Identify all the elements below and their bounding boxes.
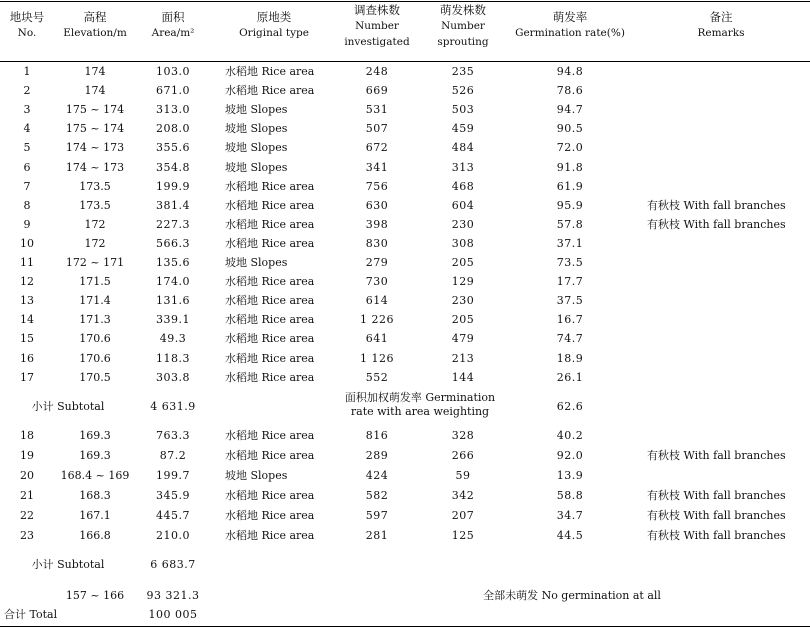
original-type-value: 水稻地 Rice area: [225, 65, 315, 78]
area-value: 445.7: [156, 509, 190, 522]
remark-value: 有秋枝 With fall branches: [647, 449, 786, 462]
plot-number: 1: [23, 65, 31, 78]
original-type-value: 水稻地 Rice area: [225, 294, 315, 308]
plot-number: 11: [20, 256, 34, 269]
original-type-value: 水稻地 Rice area: [225, 529, 315, 542]
plot-number: 13: [20, 294, 34, 308]
weighted-rate-label: 面积加权萌发率 Germination rate with area weighting: [344, 391, 496, 418]
germination-rate-value: 44.5: [556, 529, 584, 542]
elevation-value: 175 ~ 174: [65, 103, 125, 117]
investigated-value: 816: [365, 429, 389, 442]
germination-rate-value: 94.7: [556, 103, 584, 117]
total-area: 100 005: [148, 608, 198, 621]
area-value: 210.0: [156, 529, 190, 542]
plot-number: 3: [23, 103, 31, 117]
investigated-value: 730: [365, 275, 389, 289]
investigated-value: 424: [365, 469, 389, 482]
original-type-value: 坡地 Slopes: [225, 103, 288, 117]
area-value: 566.3: [156, 236, 190, 250]
sprouting-value: 604: [451, 198, 475, 212]
germination-rate-value: 16.7: [556, 313, 584, 327]
remark-value: 有秋枝 With fall branches: [647, 217, 786, 231]
area-value: 208.0: [156, 122, 190, 136]
investigated-value: 341: [365, 160, 389, 174]
elevation-value: 174: [84, 65, 106, 78]
elevation-value: 167.1: [79, 509, 111, 522]
sprouting-value: 205: [451, 256, 475, 269]
subtotal-2-area: 6 683.7: [150, 558, 196, 571]
plot-number: 9: [23, 217, 31, 231]
subtotal-1-rate: 62.6: [556, 400, 584, 413]
area-value: 103.0: [156, 65, 190, 78]
original-type-value: 水稻地 Rice area: [225, 179, 315, 193]
investigated-value: 1 126: [360, 351, 394, 365]
sprouting-value: 129: [451, 275, 475, 289]
area-value: 313.0: [156, 103, 190, 117]
germination-rate-value: 57.8: [556, 217, 584, 231]
original-type-value: 水稻地 Rice area: [225, 449, 315, 462]
area-value: 135.6: [156, 256, 190, 269]
area-value: 339.1: [156, 313, 190, 327]
original-type-value: 水稻地 Rice area: [225, 370, 315, 384]
plot-number: 20: [20, 469, 34, 482]
investigated-value: 641: [365, 332, 389, 346]
sprouting-value: 484: [451, 141, 475, 155]
sprouting-value: 230: [451, 217, 475, 231]
original-type-value: 水稻地 Rice area: [225, 313, 315, 327]
plot-number: 14: [20, 313, 34, 327]
plot-number: 18: [20, 429, 34, 442]
sprouting-value: 313: [451, 160, 475, 174]
plot-number: 19: [20, 449, 34, 462]
elevation-value: 173.5: [79, 198, 111, 212]
elevation-value: 175 ~ 174: [65, 122, 125, 136]
header-sprouting: 萌发株数 Number sprouting: [437, 3, 489, 48]
elevation-value: 174 ~ 173: [65, 141, 125, 155]
area-value: 354.8: [156, 160, 190, 174]
sprouting-value: 503: [451, 103, 475, 117]
plot-number: 10: [20, 236, 34, 250]
elevation-value: 168.3: [79, 489, 111, 502]
sprouting-value: 266: [451, 449, 475, 462]
investigated-value: 630: [365, 198, 389, 212]
investigated-value: 552: [365, 370, 389, 384]
sprouting-value: 526: [451, 84, 475, 98]
sprouting-value: 230: [451, 294, 475, 308]
original-type-value: 水稻地 Rice area: [225, 198, 315, 212]
area-value: 49.3: [159, 332, 187, 346]
total-label: 合计 Total: [4, 608, 58, 621]
germination-rate-value: 94.8: [556, 65, 584, 78]
elevation-value: 171.5: [79, 275, 111, 289]
sprouting-value: 144: [451, 370, 475, 384]
header-plot: 地块号 No.: [9, 10, 45, 39]
area-value: 303.8: [156, 370, 190, 384]
germination-rate-value: 92.0: [556, 449, 584, 462]
sprouting-value: 207: [451, 509, 475, 522]
header-rule: [0, 61, 810, 62]
original-type-value: 坡地 Slopes: [225, 122, 288, 136]
investigated-value: 830: [365, 236, 389, 250]
area-value: 227.3: [156, 217, 190, 231]
original-type-value: 坡地 Slopes: [225, 256, 288, 269]
germination-rate-value: 18.9: [556, 351, 584, 365]
plot-number: 21: [20, 489, 34, 502]
original-type-value: 水稻地 Rice area: [225, 84, 315, 98]
area-value: 199.9: [156, 179, 190, 193]
area-value: 174.0: [156, 275, 190, 289]
area-value: 671.0: [156, 84, 190, 98]
subtotal-1-area: 4 631.9: [150, 400, 196, 413]
plot-number: 5: [23, 141, 31, 155]
elevation-value: 173.5: [79, 179, 111, 193]
original-type-value: 坡地 Slopes: [225, 160, 288, 174]
investigated-value: 248: [365, 65, 389, 78]
investigated-value: 289: [365, 449, 389, 462]
investigated-value: 281: [365, 529, 389, 542]
plot-number: 4: [23, 122, 31, 136]
elevation-value: 169.3: [79, 429, 111, 442]
germination-rate-value: 13.9: [556, 469, 584, 482]
header-remarks: 备注 Remarks: [697, 10, 745, 39]
area-value: 199.7: [156, 469, 190, 482]
germination-rate-value: 91.8: [556, 160, 584, 174]
header-germination-rate: 萌发率 Germination rate(%): [515, 10, 625, 39]
germination-rate-value: 74.7: [556, 332, 584, 346]
original-type-value: 水稻地 Rice area: [225, 351, 315, 365]
germination-rate-value: 40.2: [556, 429, 584, 442]
elevation-value: 174: [84, 84, 106, 98]
area-value: 118.3: [156, 351, 190, 365]
header-elevation: 高程 Elevation/m: [63, 10, 127, 39]
investigated-value: 279: [365, 256, 389, 269]
remark-value: 有秋枝 With fall branches: [647, 509, 786, 522]
subtotal-1-label: 小计 Subtotal: [31, 400, 105, 413]
sprouting-value: 342: [451, 489, 475, 502]
plot-number: 22: [20, 509, 34, 522]
investigated-value: 672: [365, 141, 389, 155]
plot-number: 8: [23, 198, 31, 212]
germination-rate-value: 17.7: [556, 275, 584, 289]
elevation-value: 172 ~ 171: [65, 256, 125, 269]
range-row-elevation: 157 ~ 166: [65, 589, 125, 602]
sprouting-value: 468: [451, 179, 475, 193]
original-type-value: 水稻地 Rice area: [225, 217, 315, 231]
sprouting-value: 205: [451, 313, 475, 327]
area-value: 87.2: [159, 449, 187, 462]
germination-rate-value: 61.9: [556, 179, 584, 193]
plot-number: 12: [20, 275, 34, 289]
plot-number: 16: [20, 351, 34, 365]
sprouting-value: 235: [451, 65, 475, 78]
original-type-value: 水稻地 Rice area: [225, 275, 315, 289]
elevation-value: 170.6: [79, 332, 111, 346]
no-germination-note: 全部未萌发 No germination at all: [483, 589, 661, 602]
investigated-value: 597: [365, 509, 389, 522]
plot-number: 15: [20, 332, 34, 346]
germination-rate-value: 37.5: [556, 294, 584, 308]
investigated-value: 398: [365, 217, 389, 231]
investigated-value: 1 226: [360, 313, 394, 327]
elevation-value: 174 ~ 173: [65, 160, 125, 174]
plot-number: 7: [23, 179, 31, 193]
plot-number: 2: [23, 84, 31, 98]
sprouting-value: 328: [451, 429, 475, 442]
original-type-value: 水稻地 Rice area: [225, 509, 315, 522]
germination-rate-value: 34.7: [556, 509, 584, 522]
elevation-value: 172: [84, 236, 106, 250]
investigated-value: 507: [365, 122, 389, 136]
original-type-value: 水稻地 Rice area: [225, 236, 315, 250]
elevation-value: 166.8: [79, 529, 111, 542]
germination-rate-value: 73.5: [556, 256, 584, 269]
elevation-value: 169.3: [79, 449, 111, 462]
original-type-value: 坡地 Slopes: [225, 469, 288, 482]
original-type-value: 水稻地 Rice area: [225, 489, 315, 502]
investigated-value: 669: [365, 84, 389, 98]
germination-rate-value: 37.1: [556, 236, 584, 250]
sprouting-value: 59: [455, 469, 471, 482]
elevation-value: 170.5: [79, 370, 111, 384]
germination-rate-value: 72.0: [556, 141, 584, 155]
elevation-value: 168.4 ~ 169: [60, 469, 130, 482]
remark-value: 有秋枝 With fall branches: [647, 529, 786, 542]
original-type-value: 水稻地 Rice area: [225, 429, 315, 442]
germination-rate-value: 95.9: [556, 198, 584, 212]
germination-rate-value: 26.1: [556, 370, 584, 384]
original-type-value: 水稻地 Rice area: [225, 332, 315, 346]
header-original-type: 原地类 Original type: [239, 10, 309, 39]
elevation-value: 172: [84, 217, 106, 231]
elevation-value: 170.6: [79, 351, 111, 365]
sprouting-value: 459: [451, 122, 475, 136]
remark-value: 有秋枝 With fall branches: [647, 489, 786, 502]
investigated-value: 531: [365, 103, 389, 117]
range-row-area: 93 321.3: [146, 589, 200, 602]
area-value: 345.9: [156, 489, 190, 502]
plot-number: 23: [20, 529, 34, 542]
area-value: 763.3: [156, 429, 190, 442]
germination-rate-value: 58.8: [556, 489, 584, 502]
plot-number: 17: [20, 370, 34, 384]
investigated-value: 756: [365, 179, 389, 193]
sprouting-value: 479: [451, 332, 475, 346]
sprouting-value: 213: [451, 351, 475, 365]
investigated-value: 614: [365, 294, 389, 308]
area-value: 131.6: [156, 294, 190, 308]
subtotal-2-label: 小计 Subtotal: [31, 558, 105, 571]
elevation-value: 171.3: [79, 313, 111, 327]
plot-number: 6: [23, 160, 31, 174]
remark-value: 有秋枝 With fall branches: [647, 198, 786, 212]
area-value: 355.6: [156, 141, 190, 155]
bottom-rule: [0, 626, 810, 627]
header-area: 面积 Area/m²: [151, 10, 195, 39]
header-investigated: 调查株数 Number investigated: [344, 3, 410, 48]
area-value: 381.4: [156, 198, 190, 212]
sprouting-value: 125: [451, 529, 475, 542]
original-type-value: 坡地 Slopes: [225, 141, 288, 155]
elevation-value: 171.4: [79, 294, 111, 308]
germination-rate-value: 90.5: [556, 122, 584, 136]
sprouting-value: 308: [451, 236, 475, 250]
germination-rate-value: 78.6: [556, 84, 584, 98]
investigated-value: 582: [365, 489, 389, 502]
